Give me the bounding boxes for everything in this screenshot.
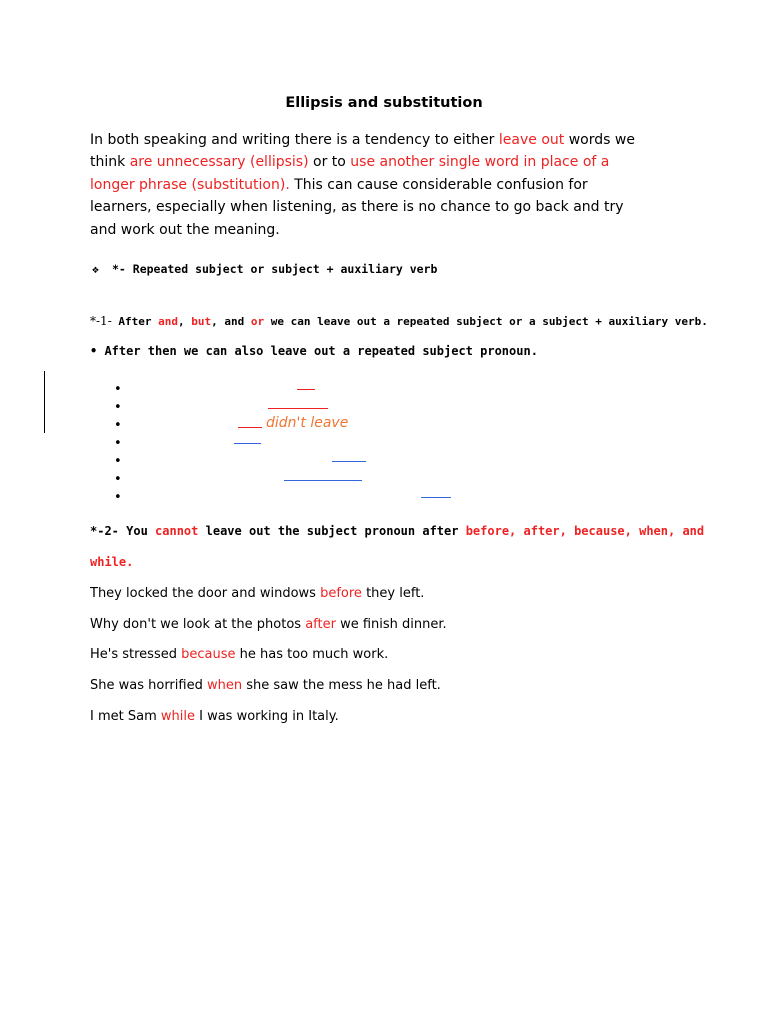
intro-highlight-ellipsis: are unnecessary (ellipsis) [129,154,309,171]
didnt-leave-text: didn't leave [266,415,349,431]
rule-2 [90,516,730,578]
example-keyword: while [160,709,195,724]
list-bullet-2: • [114,400,122,415]
example-text: Why don't we look at the photos [90,617,306,632]
example-text: He's stressed [90,647,182,662]
example-sentence [90,709,339,724]
rule-2-cannot: cannot [155,524,199,538]
rule-2-text-2: leave out the subject pronoun after [198,524,466,538]
section-heading-text: *- Repeated subject or subject + auxiliary verb [112,262,438,276]
intro-text-2: words we think [90,132,635,171]
intro-highlight-substitution: use another single word in place of a longer phrase (substitution). [90,154,610,193]
blank-underline-4 [234,443,261,444]
rule-1-text-2: , and [211,315,251,328]
blank-underline-1 [297,389,315,390]
example-text: I was working in Italy. [194,709,339,724]
intro-highlight-leave-out: leave out [498,132,565,148]
rule-1-comma: , [177,315,192,328]
example-text: I met Sam [90,709,161,724]
rule-1-text-1: After [111,315,159,328]
blank-underline-5 [332,461,366,462]
rule-1-but: but [191,315,212,328]
blank-underline-2 [268,408,328,409]
example-sentence [90,678,441,693]
list-bullet-5: • [114,454,122,469]
example-sentence [90,617,447,632]
rule-2-conjunctions: before, after, because, when, and while. [90,524,705,569]
list-bullet-7: • [114,490,122,505]
intro-text-4: This can cause considerable confusion for learners, especially when listening, as there is no chance to go back and try and work out the meaning. [90,176,624,238]
rule-1 [90,314,708,328]
example-keyword: because [181,647,236,662]
list-bullet-6: • [114,472,122,487]
subpoint: • After then we can also leave out a repeated subject pronoun. [90,344,538,358]
rule-1-and: and [158,315,178,328]
intro-text-3: or to [308,154,351,171]
example-text: She was horrified [90,678,207,693]
rule-1-text-3: we can leave out a repeated subject or a subject + auxiliary verb. [264,315,708,328]
example-sentence [90,647,388,662]
example-text: she saw the mess he had left. [242,678,441,693]
list-bullet-4: • [114,436,122,451]
list-bullet-3: • [114,418,122,433]
diamond-bullet-icon: ❖ [92,262,99,276]
intro-paragraph [90,129,650,241]
rule-2-text-1: *-2- You [90,524,156,538]
example-keyword: when [206,678,243,693]
example-keyword: before [320,586,362,601]
section-heading [92,262,437,276]
page-title: Ellipsis and substitution [285,95,483,111]
rule-1-or: or [250,315,265,328]
margin-line [44,371,45,433]
blank-underline-7 [421,497,451,498]
intro-text-1: In both speaking and writing there is a tendency to either [90,132,499,148]
list-bullet-1: • [114,382,122,397]
rule-1-number: *-1- [90,314,112,328]
example-keyword: after [305,617,336,632]
example-sentence [90,586,424,601]
example-text: they left. [361,586,425,601]
example-text: he has too much work. [235,647,389,662]
example-text: we finish dinner. [335,617,447,632]
blank-underline-6 [284,480,362,481]
example-text: They locked the door and windows [90,586,321,601]
blank-underline-3 [238,427,262,428]
